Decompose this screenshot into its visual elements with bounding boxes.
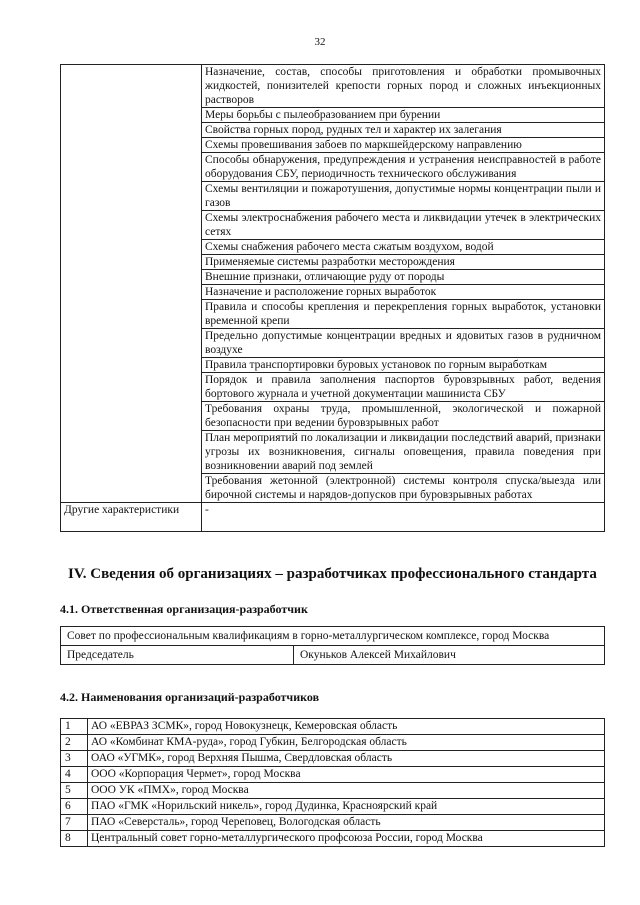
other-characteristics-value: - bbox=[202, 503, 605, 532]
developers-table bbox=[60, 718, 605, 847]
developer-number: 6 bbox=[61, 799, 88, 815]
requirements-table bbox=[60, 64, 605, 532]
developer-name: АО «Комбинат КМА-руда», город Губкин, Белгородская область bbox=[88, 735, 605, 751]
requirement-text: Внешние признаки, отличающие руду от породы bbox=[202, 270, 605, 285]
requirement-text: Схемы провешивания забоев по маркшейдерскому направлению bbox=[202, 138, 605, 153]
requirement-text: План мероприятий по локализации и ликвидации последствий аварий, признаки угрозы их возникновения, сигналы оповещения, правила поведения при возникновении аварий под землей bbox=[202, 431, 605, 474]
developer-number: 3 bbox=[61, 751, 88, 767]
other-characteristics-label: Другие характеристики bbox=[61, 503, 202, 532]
developer-row bbox=[61, 831, 605, 847]
developer-row bbox=[61, 767, 605, 783]
requirement-text: Свойства горных пород, рудных тел и характер их залегания bbox=[202, 123, 605, 138]
requirement-text: Правила транспортировки буровых установок по горным выработкам bbox=[202, 358, 605, 373]
subsection-title-4-2: 4.2. Наименования организаций-разработчиков bbox=[60, 690, 320, 704]
chair-label: Председатель bbox=[61, 646, 294, 665]
requirements-label-cell bbox=[61, 65, 202, 503]
subsection-title-4-1: 4.1. Ответственная организация-разработчик bbox=[60, 602, 308, 616]
requirement-text: Предельно допустимые концентрации вредных и ядовитых газов в рудничном воздухе bbox=[202, 329, 605, 358]
requirement-text: Назначение и расположение горных выработок bbox=[202, 285, 605, 300]
requirements-table-body bbox=[61, 65, 605, 532]
developer-number: 4 bbox=[61, 767, 88, 783]
developer-number: 2 bbox=[61, 735, 88, 751]
chair-name: Окуньков Алексей Михайлович bbox=[294, 646, 605, 665]
developer-name: ОАО «УГМК», город Верхняя Пышма, Свердловская область bbox=[88, 751, 605, 767]
developer-name: ООО «Корпорация Чермет», город Москва bbox=[88, 767, 605, 783]
requirement-text: Схемы снабжения рабочего места сжатым воздухом, водой bbox=[202, 240, 605, 255]
other-characteristics-row bbox=[61, 503, 605, 532]
developer-number: 8 bbox=[61, 831, 88, 847]
developer-row bbox=[61, 815, 605, 831]
requirement-row bbox=[61, 65, 605, 108]
responsible-org-name: Совет по профессиональным квалификациям в горно-металлургическом комплексе, город Москва bbox=[61, 627, 605, 646]
requirement-text: Правила и способы крепления и перекрепления горных выработок, установки временной крепи bbox=[202, 300, 605, 329]
developer-number: 5 bbox=[61, 783, 88, 799]
requirement-text: Применяемые системы разработки месторождения bbox=[202, 255, 605, 270]
developer-row bbox=[61, 783, 605, 799]
developer-row bbox=[61, 751, 605, 767]
developer-number: 1 bbox=[61, 719, 88, 735]
section-title: IV. Сведения об организациях – разработчиках профессионального стандарта bbox=[68, 566, 597, 582]
requirement-text: Меры борьбы с пылеобразованием при бурении bbox=[202, 108, 605, 123]
developer-name: АО «ЕВРАЗ ЗСМК», город Новокузнецк, Кемеровская область bbox=[88, 719, 605, 735]
developer-name: ПАО «Северсталь», город Череповец, Вологодская область bbox=[88, 815, 605, 831]
requirement-text: Способы обнаружения, предупреждения и устранения неисправностей в работе оборудования СБУ, периодичность технического обслуживания bbox=[202, 153, 605, 182]
developer-row bbox=[61, 719, 605, 735]
developers-table-body bbox=[61, 719, 605, 847]
requirement-text: Назначение, состав, способы приготовления и обработки промывочных жидкостей, понизителей крепости горных пород и сложных инъекционных растворов bbox=[202, 65, 605, 108]
developer-row bbox=[61, 799, 605, 815]
developer-row bbox=[61, 735, 605, 751]
requirement-text: Требования жетонной (электронной) системы контроля спуска/выезда или бирочной системы и нарядов-допусков при буровзрывных работах bbox=[202, 474, 605, 503]
requirement-text: Схемы вентиляции и пожаротушения, допустимые нормы концентрации пыли и газов bbox=[202, 182, 605, 211]
page-number: 32 bbox=[314, 36, 326, 48]
developer-name: ООО УК «ПМХ», город Москва bbox=[88, 783, 605, 799]
requirement-text: Схемы электроснабжения рабочего места и ликвидации утечек в электрических сетях bbox=[202, 211, 605, 240]
developer-number: 7 bbox=[61, 815, 88, 831]
requirement-text: Порядок и правила заполнения паспортов буровзрывных работ, ведения бортового журнала и учетной документации машиниста СБУ bbox=[202, 373, 605, 402]
developer-name: Центральный совет горно-металлургического профсоюза России, город Москва bbox=[88, 831, 605, 847]
responsible-org-table bbox=[60, 626, 605, 665]
requirement-text: Требования охраны труда, промышленной, экологической и пожарной безопасности при ведении буровзрывных работ bbox=[202, 402, 605, 431]
developer-name: ПАО «ГМК «Норильский никель», город Дудинка, Красноярский край bbox=[88, 799, 605, 815]
